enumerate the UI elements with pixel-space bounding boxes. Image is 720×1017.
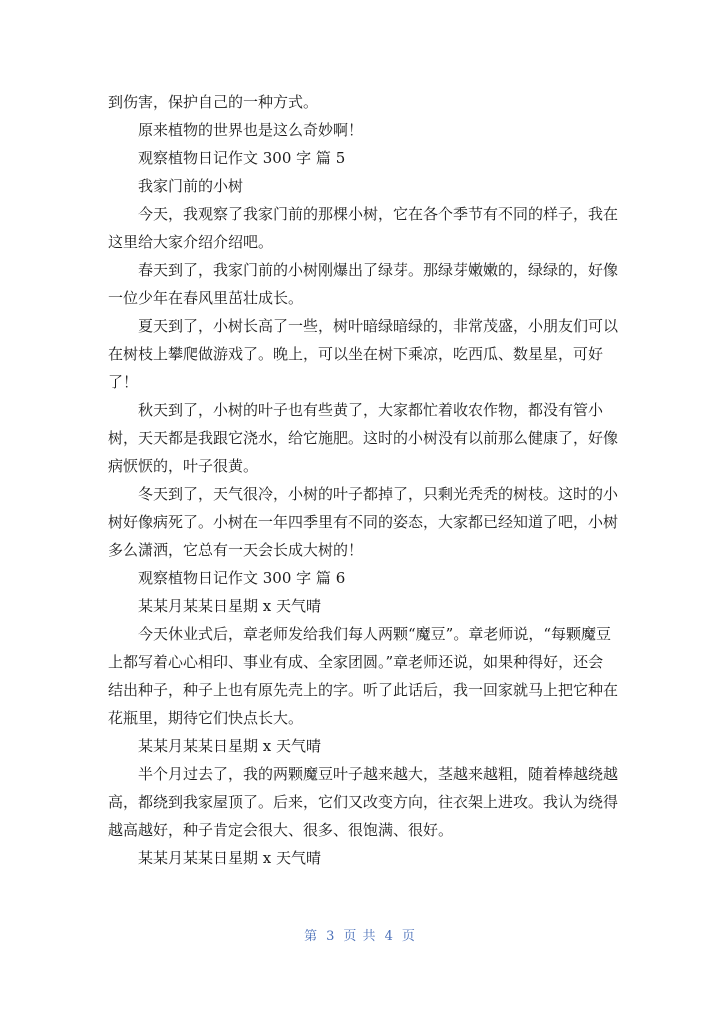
paragraph: 今天休业式后，章老师发给我们每人两颗“魔豆”。章老师说，“每颗魔豆上都写着心心相印、事业有成、全家团圆。”章老师还说，如果种得好，还会结出种子，种子上也有原先壳上的字。听了此话后，我一回家就马上把它种在花瓶里，期待它们快点长大。 xyxy=(108,625,619,727)
footer-total-pages: 4 xyxy=(384,929,394,944)
paragraph: 春天到了，我家门前的小树刚爆出了绿芽。那绿芽嫩嫩的，绿绿的，好像一位少年在春风里茁壮成长。 xyxy=(108,261,619,307)
diary-date-line: 某某月某某日星期 x 天气晴 xyxy=(138,849,321,867)
paragraph: 到伤害，保护自己的一种方式。 xyxy=(108,93,319,111)
essay-title: 我家门前的小树 xyxy=(138,177,244,195)
diary-date-line: 某某月某某日星期 x 天气晴 xyxy=(138,737,321,755)
footer-prefix: 第 xyxy=(304,929,319,944)
paragraph: 冬天到了，天气很冷，小树的叶子都掉了，只剩光秃秃的树枝。这时的小树好像病死了。小树在一年四季里有不同的姿态，大家都已经知道了吧，小树多么潇洒，它总有一天会长成大树的！ xyxy=(108,485,619,559)
paragraph: 夏天到了，小树长高了一些，树叶暗绿暗绿的，非常茂盛，小朋友们可以在树枝上攀爬做游戏了。晚上，可以坐在树下乘凉，吃西瓜、数星星，可好了！ xyxy=(108,317,619,391)
footer-middle: 页 共 xyxy=(343,929,377,944)
section-heading: 观察植物日记作文 300 字 篇 6 xyxy=(138,569,346,587)
paragraph: 秋天到了，小树的叶子也有些黄了，大家都忙着收农作物，都没有管小树，天天都是我跟它浇水，给它施肥。这时的小树没有以前那么健康了，好像病恹恹的，叶子很黄。 xyxy=(108,401,619,475)
section-heading: 观察植物日记作文 300 字 篇 5 xyxy=(138,149,346,167)
diary-date-line: 某某月某某日星期 x 天气晴 xyxy=(138,597,321,615)
paragraph: 半个月过去了，我的两颗魔豆叶子越来越大，茎越来越粗，随着棒越绕越高，都绕到我家屋顶了。后来，它们又改变方向，往衣架上进攻。我认为绕得越高越好，种子肯定会很大、很多、很饱满、很好。 xyxy=(108,765,619,839)
footer-suffix: 页 xyxy=(401,929,416,944)
footer-page-number: 3 xyxy=(326,929,336,944)
page-footer xyxy=(0,925,720,944)
document-body xyxy=(108,88,618,872)
paragraph: 原来植物的世界也是这么奇妙啊！ xyxy=(138,121,364,139)
paragraph: 今天，我观察了我家门前的那棵小树，它在各个季节有不同的样子，我在这里给大家介绍介绍吧。 xyxy=(108,205,619,251)
